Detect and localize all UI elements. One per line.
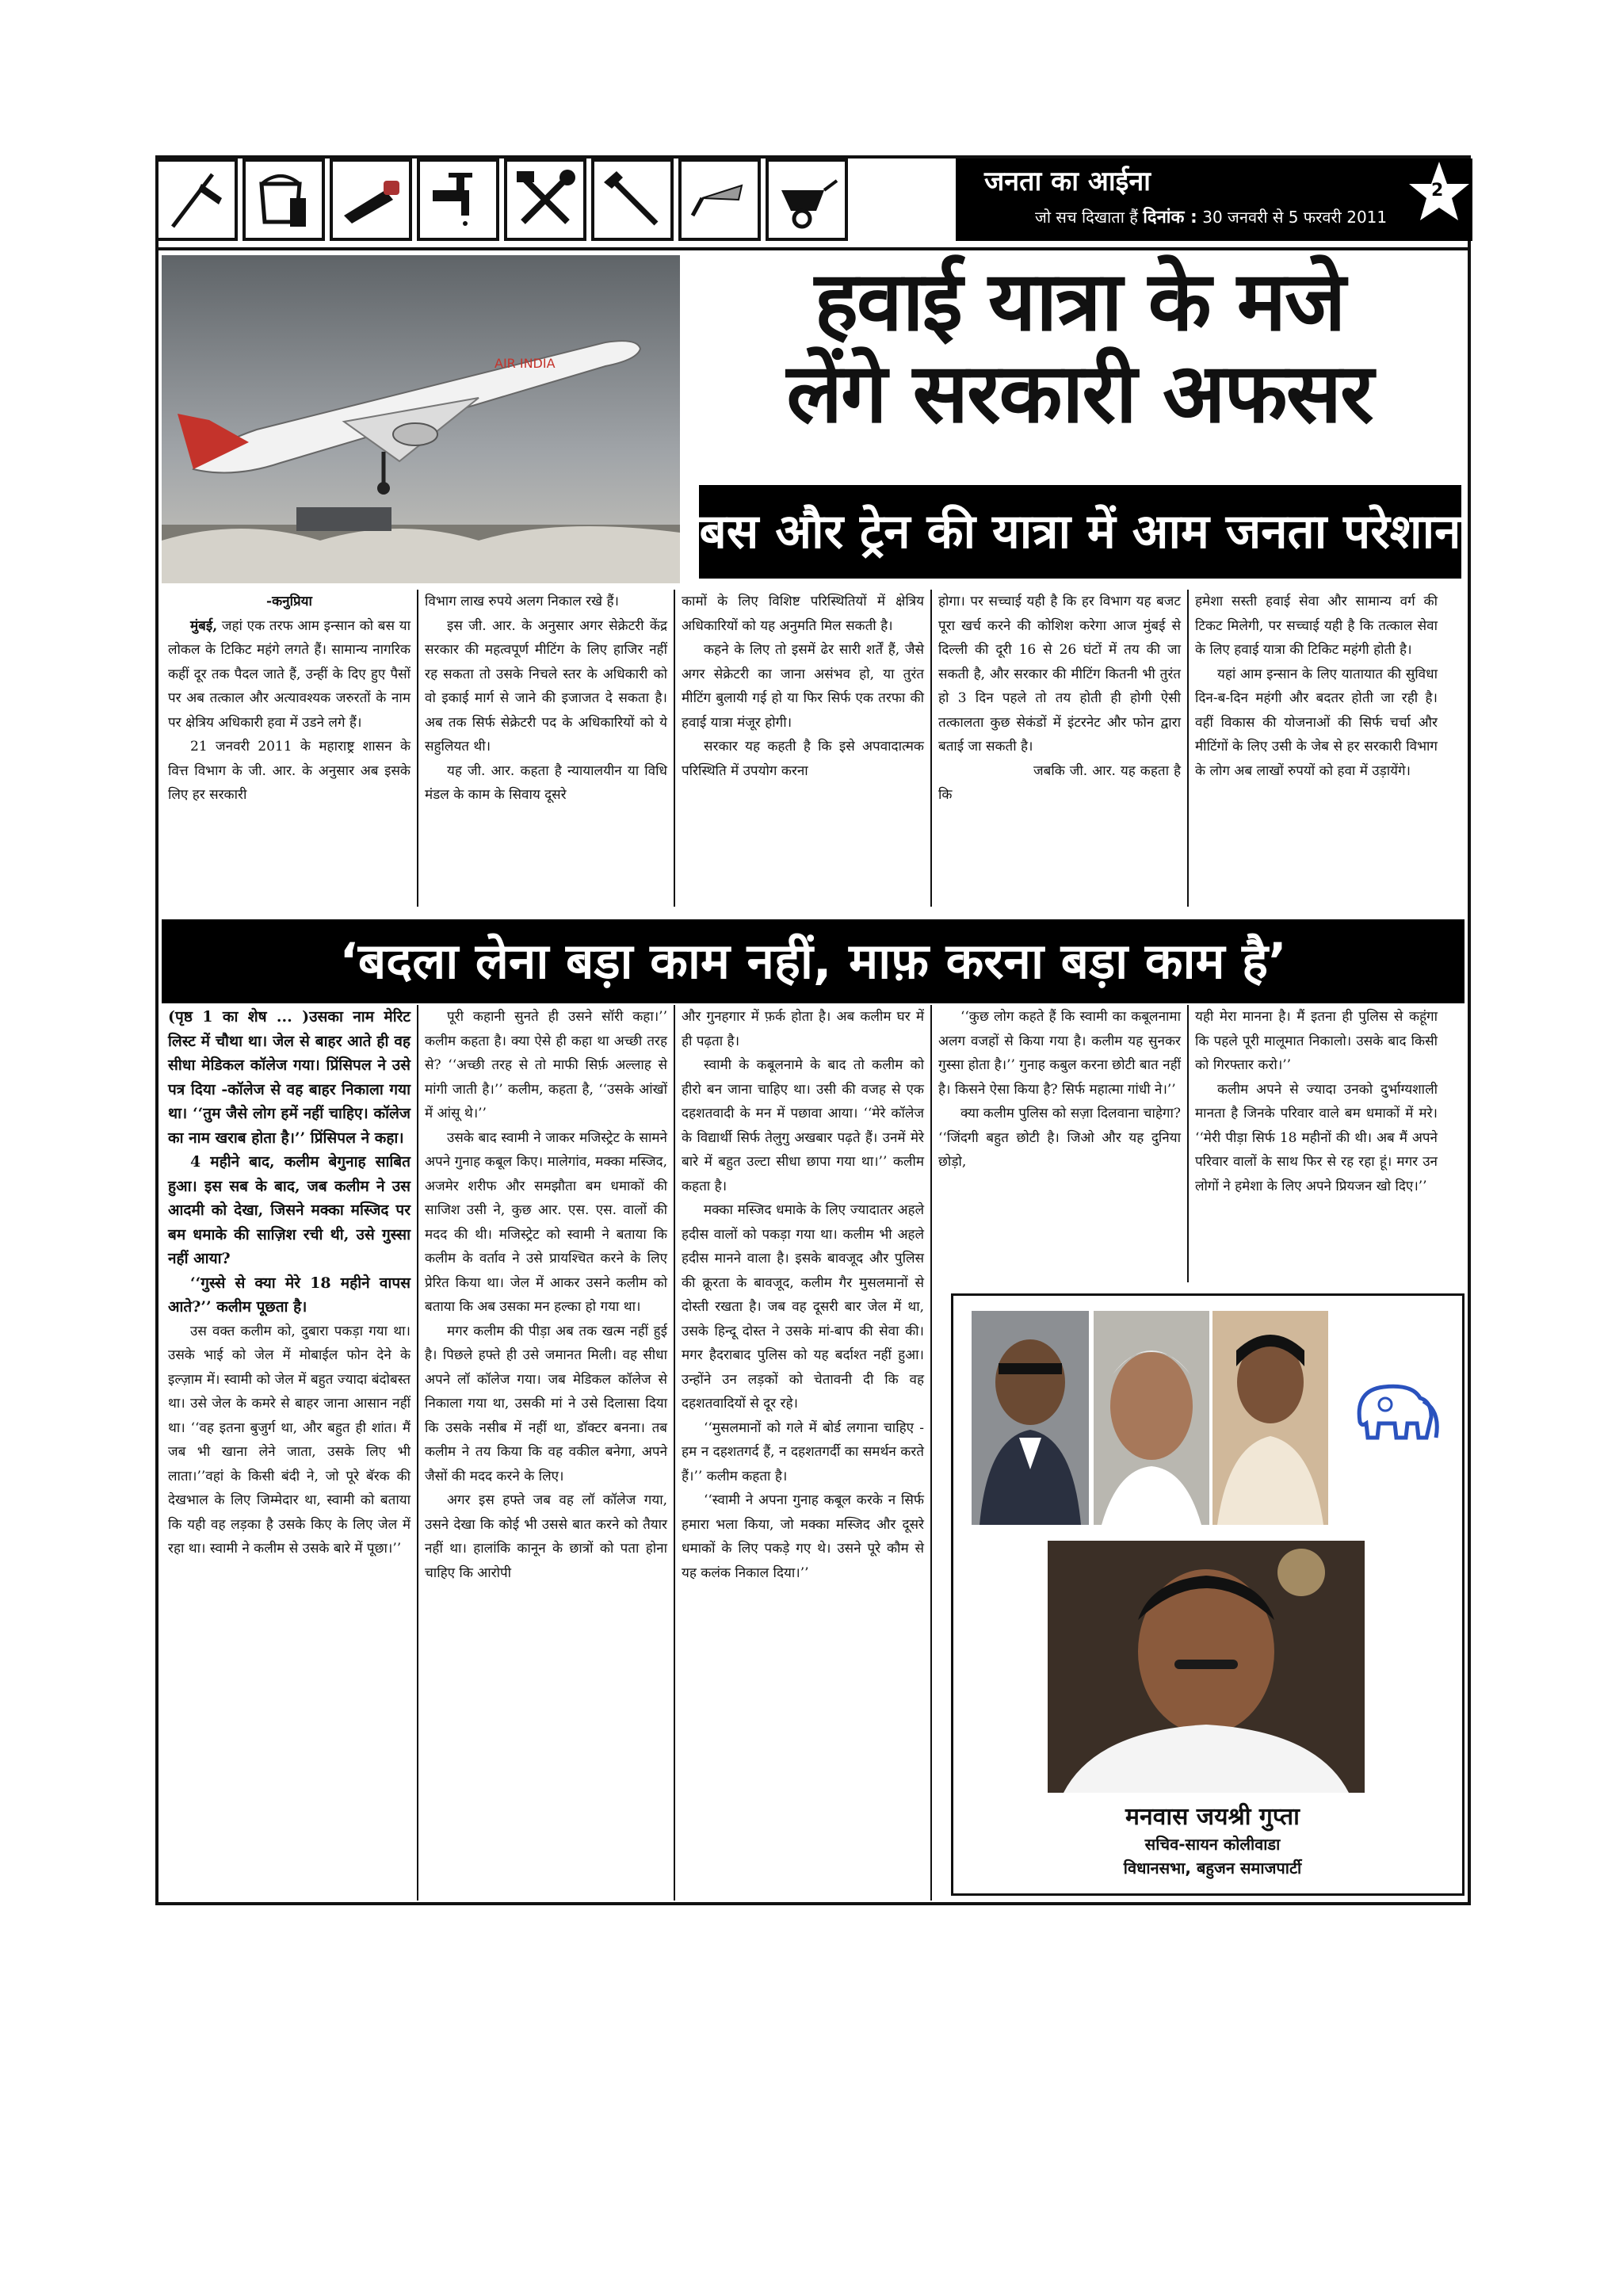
paragraph: इस जी. आर. के अनुसार अगर सेक्रेटरी केंद्र सरकार की महत्वपूर्ण मीटिंग के लिए हाजिर नहीं रह सकता तो उसके निचले स्तर के अधिकारी को वो इकाई मार्ग से जाने की इजाजत दे सकता है। अब तक सिर्फ सेक्रेटरी पद के अधिकारियों को ये सहुलियत थी।: [425, 617, 667, 755]
story1-col: [675, 590, 930, 907]
hammer-wrench-icon: [504, 159, 586, 241]
paragraph: विभाग लाख रुपये अलग निकाल रखे हैं।: [425, 594, 619, 609]
paper-title: जनता का आईना: [984, 166, 1151, 197]
paragraph: और गुनहगार में फ़र्क होता है। अब कलीम घर में ही पढ़ता है।: [682, 1009, 924, 1049]
portrait-leader: [1094, 1311, 1209, 1525]
main-headline: [691, 255, 1468, 439]
paragraph: 21 जनवरी 2011 के महाराष्ट्र शासन के वित्त विभाग के जी. आर. के अनुसार अब इसके लिए हर सरकारी: [168, 739, 411, 803]
pipe-wrench-icon: [591, 159, 674, 241]
story2-col: [932, 1005, 1187, 1282]
airplane-photo: [162, 255, 680, 583]
hoe-icon: [155, 159, 238, 241]
story2-col: [675, 1005, 930, 1901]
story2-headline: ‘बदला लेना बड़ा काम नहीं, माफ़ करना बड़ा काम है’: [162, 919, 1465, 1003]
headline-line2: लेंगे सरकारी अफसर: [786, 345, 1373, 441]
ad-candidate-role: [1030, 1832, 1395, 1880]
paragraph: सरकार यह कहती है कि इसे अपवादात्मक परिस्थिति में उपयोग करना: [682, 739, 924, 779]
paragraph: यहां आम इन्सान के लिए यातायात की सुविधा दिन-ब-दिन महंगी और बदतर होती जा रही है। वहीं विकास की योजनाओं की सिर्फ चर्चा और मीटिंगों के लिए उसी के जेब से हर सरकारी विभाग के लोग अब लाखों रुपयों को हवा में उड़ायेंगे।: [1195, 666, 1438, 779]
story2-col: [418, 1005, 674, 1901]
paragraph: जबकि जी. आर. यह कहता है कि: [938, 762, 1181, 803]
elephant-party-symbol-icon: [1344, 1366, 1447, 1454]
role-line: सचिव-सायन कोलीवाडा: [1144, 1835, 1281, 1854]
paragraph: कामों के लिए विशिष्ट परिस्थितियों में क्षेत्रिय अधिकारियों को यह अनुमति मिल सकती है।: [682, 594, 924, 634]
headline-line1: हवाई यात्रा के मजे: [814, 253, 1345, 350]
date-label: दिनांक :: [1143, 208, 1197, 227]
masthead-tagline-line: [1035, 204, 1387, 228]
paragraph: यह जी. आर. कहता है न्यायालयीन या विधि मंडल के काम के सिवाय दूसरे: [425, 762, 667, 803]
paragraph: उसके बाद स्वामी ने जाकर मजिस्ट्रेट के सामने अपने गुनाह कबूल किए। मालेगांव, मक्का मस्जिद, अजमेर शरीफ और समझौता बम धमाकों की साजिश उसी ने, कुछ आर. एस. एस. वालों की मदद की थी। मजिस्ट्रेट को स्वामी ने बताया कि कलीम के वर्ताव ने उसे प्रायश्चित करने के लिए प्रेरित किया था। जेल में आकर उसने कलीम को बताया कि अब उसका मन हल्का हो गया था।: [425, 1129, 667, 1315]
sub-headline: बस और ट्रेन की यात्रा में आम जनता परेशान: [699, 485, 1461, 579]
story2-col: [162, 1005, 417, 1901]
trowel-icon: [678, 159, 761, 241]
paragraph-bold: 4 महीने बाद, कलीम बेगुनाह साबित हुआ। इस सब के बाद, जब कलीम ने उस आदमी को देखा, जिसने मक्का मस्जिद पर बम धमाके की साज़िश रची थी, उसे गुस्सा नहीं आया?: [168, 1153, 411, 1267]
masthead-rule: [155, 247, 1471, 250]
paragraph: क्या कलीम पुलिस को सज़ा दिलवाना चाहेगा? ‘‘जिंदगी बहुत छोटी है। जिओ और यह दुनिया छोड़ो,: [938, 1106, 1181, 1170]
svg-text:AIR INDIA: AIR INDIA: [495, 356, 556, 371]
paragraph-bold: (पृष्ठ 1 का शेष ... )उसका नाम मेरिट लिस्ट में चौथा था। जेल से बाहर आते ही वह सीधा मेडिकल कॉलेज गया। प्रिंसिपल ने उसे पत्र दिया -कॉलेज से वह बाहर निकाला गया था। ‘‘तुम जैसे लोग हमें नहीं चाहिए। कॉलेज का नाम खराब होता है।’’ प्रिंसिपल ने कहा।: [168, 1008, 411, 1147]
story1-columns: [162, 590, 1465, 907]
paragraph: ‘‘स्वामी ने अपना गुनाह कबूल करके न सिर्फ हमारा भला किया, जो मक्का मस्जिद और दूसरे धमाकों के लिए पकड़े गए थे। उसने पूरे कौम से यह कलंक निकाल दिया।’’: [682, 1492, 924, 1581]
page-number: 2: [1431, 181, 1444, 201]
ad-candidate-name: मनवास जयश्री गुप्ता: [1125, 1803, 1300, 1831]
paint-bucket-icon: [242, 159, 325, 241]
tagline: जो सच दिखाता हैं: [1035, 208, 1138, 227]
story2-col: [1189, 1005, 1444, 1282]
paragraph: यही मेरा मानना है। मैं इतना ही पुलिस से कहूंगा कि पहले पूरी मालूमात निकालो। उसके बाद किसी को गिरफ्तार करो।’’: [1195, 1009, 1438, 1073]
story1-col: [162, 590, 417, 907]
issue-date: 30 जनवरी से 5 फरवरी 2011: [1202, 208, 1388, 227]
story1-col: [418, 590, 674, 907]
paragraph: कलीम अपने से ज्यादा उनको दुर्भाग्यशाली मानता है जिनके परिवार वाले बम धमाकों में मरे। ‘‘मेरी पीड़ा सिर्फ 18 महीनों की थी। अब मैं अपने परिवार वालों के साथ फिर से रह रहा हूं। मगर उन लोगों ने हमेशा के लिए अपने प्रियजन खो दिए।’’: [1195, 1081, 1438, 1194]
story1-col: [932, 590, 1187, 907]
paragraph: स्वामी के कबूलनामे के बाद तो कलीम को हीरो बन जाना चाहिए था। उसी की वजह से एक दहशतवादी के मन में पछावा आया। ‘‘मेरे कॉलेज के विद्यार्थी सिर्फ तेलुगु अखबार पढ़ते हैं। उनमें मेरे बारे में बहुत उल्टा सीधा छापा गया था।’’ कलीम कहता है।: [682, 1057, 924, 1194]
paragraph: हमेशा सस्ती हवाई सेवा और सामान्य वर्ग की टिकट मिलेगी, पर सच्चाई यही है कि तत्काल सेवा के लिए हवाई यात्रा की टिकिट महंगी होती है।: [1195, 594, 1438, 658]
portrait-candidate: [1048, 1541, 1365, 1793]
byline: -कनुप्रिया: [266, 594, 312, 609]
story1-col: [1189, 590, 1444, 907]
paragraph: उस वक्त कलीम को, दुबारा पकड़ा गया था। उसके भाई को जेल में मोबाईल फोन देने के इल्ज़ाम में। स्वामी को जेल में बहुत ज्यादा बंदोबस्त था। उसे जेल के कमरे से बाहर जाना आसान नहीं था। ‘‘वह इतना बुजुर्ग था, और बहुत ही शांत। मैं जब भी खाना लेने जाता, उसके लिए भी लाता।’’वहां के किसी बंदी ने, जो पूरे बॅरक की देखभाल के लिए जिम्मेदार था, स्वामी को बताया कि यही वह लड़का है उसके किए के लिए जेल में रहा था। स्वामी ने कलीम से उसके बारे में पूछा।’’: [168, 1323, 411, 1557]
paragraph: अगर इस हफ्ते जब वह लॉ कॉलेज गया, उसने देखा कि कोई भी उससे बात करने को तैयार नहीं था। हालांकि कानून के छात्रों को पता होना चाहिए कि आरोपी: [425, 1492, 667, 1581]
saw-icon: [330, 159, 412, 241]
paragraph: मुंबई, जहां एक तरफ आम इन्सान को बस या लोकल के टिकिट महंगे लगते हैं। सामान्य नागरिक कहीं दूर तक पैदल जाते हैं, उन्हीं के दिए हुए पैसों पर अब तत्काल और अत्यावश्यक जरुरतों के नाम पर क्षेत्रिय अधिकारी हवा में उडने लगे हैं।: [168, 617, 411, 731]
portrait-ambedkar: [972, 1311, 1089, 1525]
paragraph: मगर कलीम की पीड़ा अब तक खत्म नहीं हुई है। पिछले हफ्ते ही उसे जमानत मिली। वह सीधा अपने लॉ कॉलेज गया। जब मेडिकल कॉलेज से निकाला गया था, उसकी मां ने उसे दिलासा दिया कि उसके नसीब में नहीं था, डॉक्टर बनना। तब कलीम ने तय किया कि वह वकील बनेगा, अपने जैसों की मदद करने के लिए।: [425, 1323, 667, 1484]
paragraph: होगा। पर सच्चाई यही है कि हर विभाग यह बजट पूरा खर्च करने की कोशिश करेगा आज मुंबई से दिल्ली की दूरी 16 से 26 घंटों में तय की जा सकती है, और सरकार की मीटिंग कितनी भी तुरंत हो 3 दिन पहले तो तय होती ही होगी ऐसी तत्कालता कुछ सेकंडों में इंटरनेट और फोन द्वारा बताई जा सकती है।: [938, 594, 1181, 755]
paragraph: मक्का मस्जिद धमाके के लिए ज्यादातर अहले हदीस वालों को पकड़ा गया था। कलीम भी अहले हदीस मानने वाला है। इसके बावजूद और पुलिस की क्रूरता के बावजूद, कलीम गैर मुसलमानों से दोस्ती रखता है। जब वह दूसरी बार जेल में था, उसके हिन्दू दोस्त ने उसके मां-बाप की सेवा की। मगर हैदराबाद पुलिस को यह बर्दाश्त नहीं हुआ। उन्होंने उन लड़कों को चेतावनी दी कि वह दहशतवादियों से दूर रहे।: [682, 1202, 924, 1412]
role-line: विधानसभा, बहुजन समाजपार्टी: [1123, 1859, 1302, 1878]
paragraph: ‘‘कुछ लोग कहते हैं कि स्वामी का कबूलनामा अलग वजहों से किया गया है। कलीम यह सुनकर गुस्सा होता है।’’ गुनाह कबुल करना छोटी बात नहीं है। किसने ऐसा किया है? सिर्फ महात्मा गांधी ने।’’: [938, 1009, 1181, 1098]
water-tap-icon: [417, 159, 499, 241]
portrait-mayawati: [1212, 1311, 1328, 1525]
paragraph: कहने के लिए तो इसमें ढेर सारी शर्तें हैं, जैसे अगर सेक्रेटरी का जाना असंभव हो, या तुरंत मीटिंग बुलायी गई हो या फिर सिर्फ एक तरफा की हवाई यात्रा मंजूर होगी।: [682, 642, 924, 731]
paragraph: पूरी कहानी सुनते ही उसने सॉरी कहा।’’ कलीम कहता है। क्या ऐसे ही कहा था अच्छी तरह से? ‘‘अच्छी तरह से तो माफी सिर्फ़ अल्लाह से मांगी जाती है।’’ कलीम, कहता है, ‘‘उसके आंखों में आंसू थे।’’: [425, 1009, 667, 1121]
wheelbarrow-icon: [766, 159, 848, 241]
paragraph-bold: ‘‘गुस्से से क्या मेरे 18 महीने वापस आते?’’ कलीम पूछता है।: [168, 1274, 411, 1316]
masthead-banner: [956, 159, 1472, 241]
masthead-tool-icons: [155, 159, 948, 244]
paragraph: ‘‘मुसलमानों को गले में बोर्ड लगाना चाहिए - हम न दहशतगर्द हैं, न दहशतगर्दी का समर्थन करते हैं।’’ कलीम कहता है।: [682, 1419, 924, 1484]
